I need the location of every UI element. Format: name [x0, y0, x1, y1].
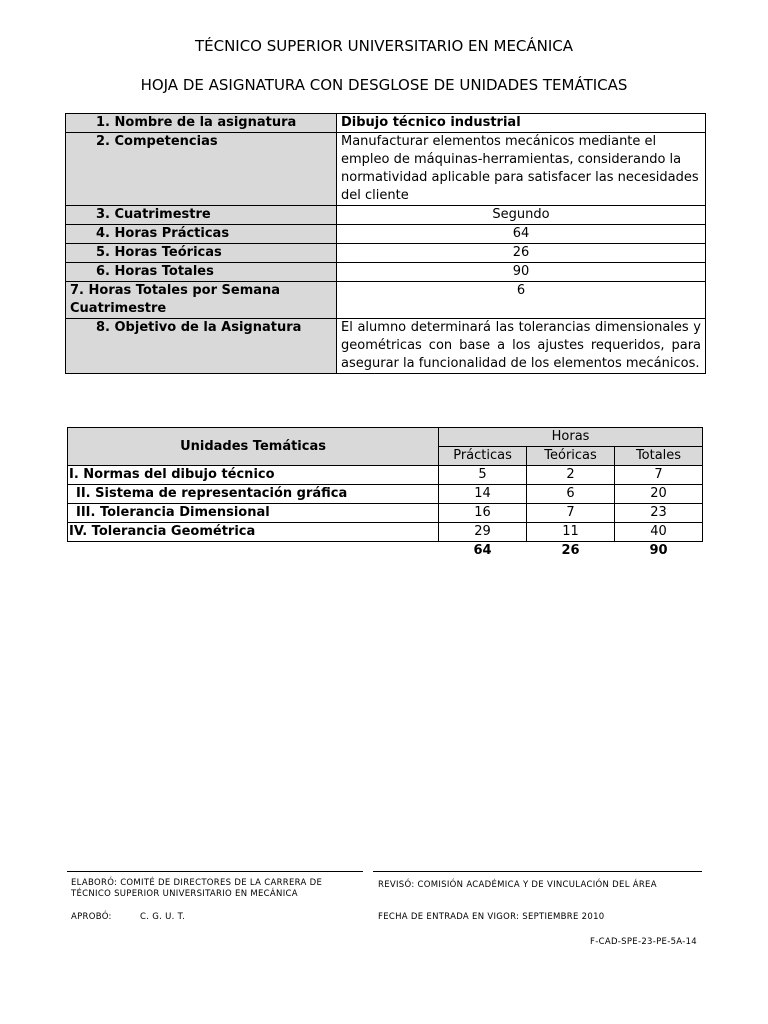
footer-reviso: REVISÓ: COMISIÓN ACADÉMICA Y DE VINCULACIÓN DEL ÁREA [378, 880, 657, 890]
info-row [66, 114, 706, 133]
total-teoricas: 26 [561, 543, 580, 558]
unit-row [68, 466, 703, 485]
unit-row [68, 485, 703, 504]
signature-line-left [67, 871, 363, 872]
document-subtitle: HOJA DE ASIGNATURA CON DESGLOSE DE UNIDADES TEMÁTICAS [140, 76, 628, 94]
info-label: 5. Horas Teóricas [66, 244, 337, 263]
info-value: 6 [337, 282, 706, 319]
info-row [66, 225, 706, 244]
info-label: 7. Horas Totales por Semana Cuatrimestre [66, 282, 337, 319]
unit-name: III. Tolerancia Dimensional [68, 504, 439, 523]
document-title: TÉCNICO SUPERIOR UNIVERSITARIO EN MECÁNICA [194, 37, 574, 55]
info-row [66, 282, 706, 319]
unit-name: II. Sistema de representación gráfica [68, 485, 439, 504]
unit-name: IV. Tolerancia Geométrica [68, 523, 439, 542]
unit-row [68, 504, 703, 523]
info-row [66, 263, 706, 282]
unit-name: I. Normas del dibujo técnico [68, 466, 439, 485]
info-value: Manufacturar elementos mecánicos mediante el empleo de máquinas-herramientas, considerando la normatividad aplicable para satisfacer las necesidades del cliente [337, 133, 706, 206]
signature-line-right [373, 871, 702, 872]
info-value: El alumno determinará las tolerancias dimensionales y geométricas con base a los ajustes requeridos, para asegurar la funcionalidad de los elementos mecánicos. [337, 319, 706, 374]
info-row [66, 206, 706, 225]
unit-practicas: 14 [439, 485, 527, 504]
footer-elaboro: ELABORÓ: COMITÉ DE DIRECTORES DE LA CARRERA DE TÉCNICO SUPERIOR UNIVERSITARIO EN MECÁNICA [71, 878, 323, 899]
footer-form-code: F-CAD-SPE-23-PE-5A-14 [590, 937, 697, 947]
info-row [66, 319, 706, 374]
info-label: 1. Nombre de la asignatura [66, 114, 337, 133]
footer-aprobo-label: APROBÓ: [71, 912, 112, 922]
footer-fecha: FECHA DE ENTRADA EN VIGOR: SEPTIEMBRE 2010 [378, 912, 605, 922]
info-value: Dibujo técnico industrial [337, 114, 706, 133]
unit-totales: 7 [615, 466, 703, 485]
info-label: 3. Cuatrimestre [66, 206, 337, 225]
unit-teoricas: 6 [527, 485, 615, 504]
info-label: 4. Horas Prácticas [66, 225, 337, 244]
unit-row [68, 523, 703, 542]
totales-header: Totales [615, 447, 703, 466]
info-value: 90 [337, 263, 706, 282]
subject-info-table [65, 113, 706, 374]
total-practicas: 64 [473, 543, 492, 558]
thematic-units-table [67, 427, 703, 560]
total-totales: 90 [649, 543, 668, 558]
info-value: 64 [337, 225, 706, 244]
info-value: Segundo [337, 206, 706, 225]
hours-header-label: Horas [439, 428, 703, 447]
unit-teoricas: 2 [527, 466, 615, 485]
footer-aprobo-value: C. G. U. T. [140, 912, 186, 922]
units-header-row [68, 428, 703, 447]
unit-teoricas: 7 [527, 504, 615, 523]
unit-practicas: 29 [439, 523, 527, 542]
info-value: 26 [337, 244, 706, 263]
info-label: 2. Competencias [66, 133, 337, 206]
info-row [66, 244, 706, 263]
unit-totales: 20 [615, 485, 703, 504]
unit-practicas: 5 [439, 466, 527, 485]
unit-teoricas: 11 [527, 523, 615, 542]
info-label: 8. Objetivo de la Asignatura [66, 319, 337, 374]
practicas-header: Prácticas [439, 447, 527, 466]
unit-totales: 40 [615, 523, 703, 542]
teoricas-header: Teóricas [527, 447, 615, 466]
unit-totales: 23 [615, 504, 703, 523]
units-header-label: Unidades Temáticas [68, 428, 439, 466]
unit-practicas: 16 [439, 504, 527, 523]
totals-spacer [68, 542, 439, 561]
info-label: 6. Horas Totales [66, 263, 337, 282]
totals-row [68, 542, 703, 561]
info-row [66, 133, 706, 206]
